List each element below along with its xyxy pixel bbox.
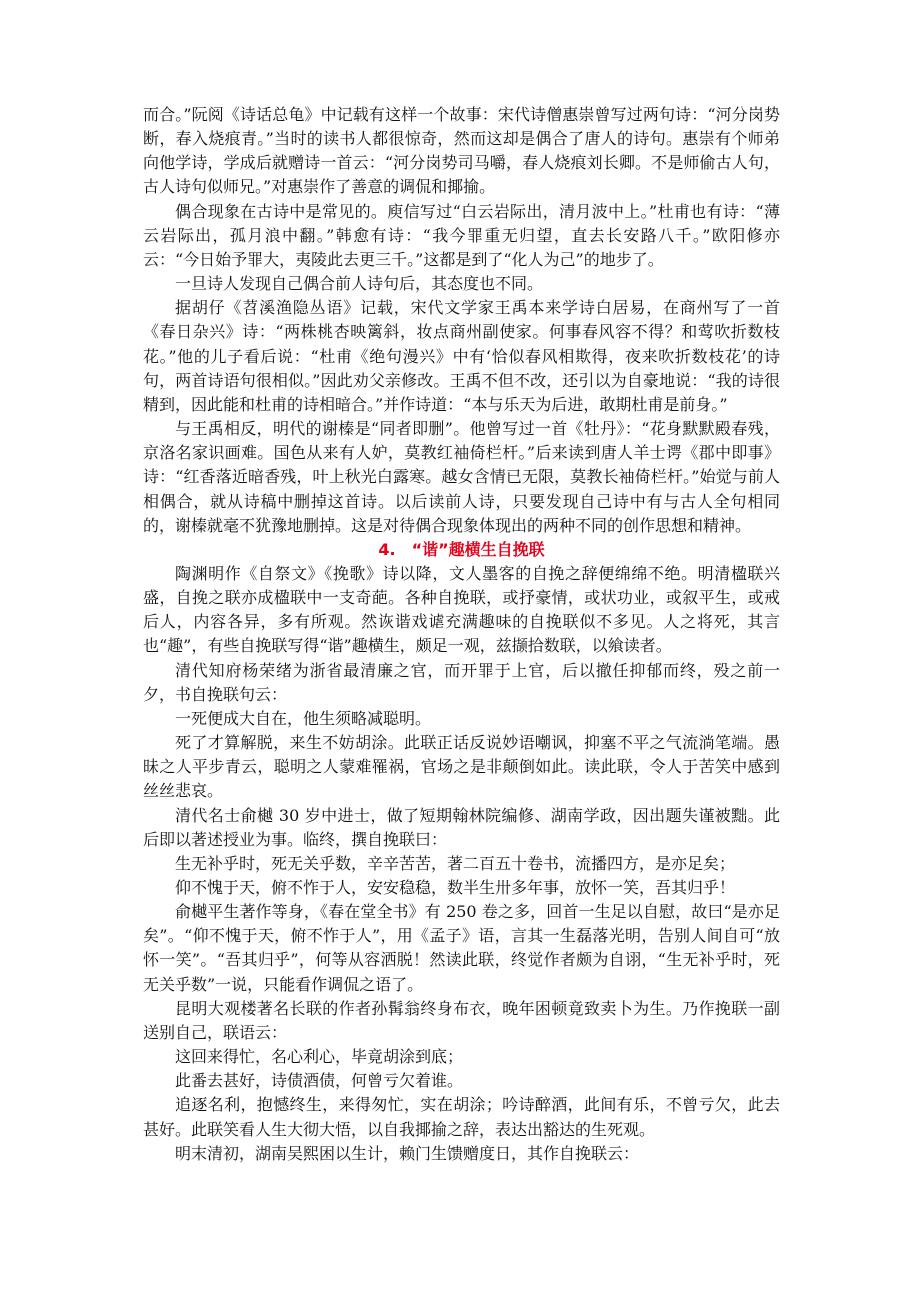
paragraph: 偶合现象在古诗中是常见的。庾信写过“白云岩际出，清月波中上。”杜甫也有诗：“薄云岩际出，孤月浪中翻。”韩愈有诗：“我今罪重无归望，直去长安路八千。”欧阳修亦云：“今日始予罪大，夷陵此去更三千。”这都是到了“化人为己”的地步了。	[143, 201, 780, 269]
paragraph: 清代名士俞樾 30 岁中进士，做了短期翰林院编修、湖南学政，因出题失谨被黜。此后即以著述授业为事。临终，撰自挽联曰：	[143, 805, 780, 849]
section-heading: 4. “谐”趣横生自挽联	[378, 539, 545, 559]
paragraph: 陶渊明作《自祭文》《挽歌》诗以降，文人墨客的自挽之辞便绵绵不绝。明清楹联兴盛，自挽之联亦成楹联中一支奇葩。各种自挽联，或抒豪情，或状功业，或叙平生，或戒后人，内容各异，多有所观。然诙谐戏谑充满趣味的自挽联似不多见。人之将死，其言也“趣”，有些自挽联写得“谐”趣横生，颇足一观，兹撷拾数联，以飨读者。	[143, 563, 780, 656]
paragraph: 一旦诗人发现自己偶合前人诗句后，其态度也不同。	[175, 274, 544, 294]
couplet-line: 仰不愧于天，俯不怍于人，安安稳稳，数半生卅多年事，放怀一笑，吾其归乎！	[175, 878, 736, 897]
paragraph: 明末清初，湖南吴熙困以生计，赖门生馈赠度日，其作自挽联云：	[175, 1143, 640, 1163]
paragraph: 据胡仔《苕溪渔隐丛语》记载，宋代文学家王禹本来学诗白居易，在商州写了一首《春日杂兴》诗：“两株桃杏映篱斜，妆点商州副使家。何事春风容不得？和莺吹折数枝花。”他的儿子看后说：“杜甫《绝句漫兴》中有‘恰似春风相欺得，夜来吹折数枝花’的诗句，两首诗语句很相似。”因此劝父亲修改。王禹不但不改，还引以为自豪地说：“我的诗很精到，因此能和杜甫的诗相暗合。”并作诗道：“本与乐天为后进，敢期杜甫是前身。”	[143, 298, 780, 414]
paragraph: 死了才算解脱，来生不妨胡涂。此联正话反说妙语嘲讽，抑塞不平之气流淌笔端。愚昧之人平步青云，聪明之人蒙难罹祸，官场之是非颠倒如此。读此联，令人于苦笑中感到丝丝悲哀。	[143, 733, 780, 801]
document-body	[143, 103, 780, 1166]
paragraph: 而合。”阮阅《诗话总龟》中记载有这样一个故事：宋代诗僧惠崇曾写过两句诗：“河分岗势断，春入烧痕青。”当时的读书人都很惊奇，然而这却是偶合了唐人的诗句。惠崇有个师弟向他学诗，学成后就赠诗一首云：“河分岗势司马嚼，春人烧痕刘长卿。不是师偷古人句，古人诗句似师兄。”对惠崇作了善意的调侃和揶揄。	[143, 105, 780, 197]
paragraph: 与王禹相反，明代的谢榛是“同者即删”。他曾写过一首《牡丹》：“花身默默殿春残，京洛名家识画难。国色从来有人妒，莫教红袖倚栏杆。”后来读到唐人羊士谔《郡中即事》诗：“红香落近暗香残，叶上秋光白露寒。越女含情已无限，莫教长袖倚栏杆。”始觉与前人相偶合，就从诗稿中删掉这首诗。以后读前人诗，只要发现自己诗中有与古人全句相同的，谢榛就毫不犹豫地删掉。这是对待偶合现象体现出的两种不同的创作思想和精神。	[143, 419, 780, 535]
paragraph: 昆明大观楼著名长联的作者孙髯翁终身布衣，晚年困顿竟致卖卜为生。乃作挽联一副送别自己，联语云：	[143, 998, 780, 1042]
paragraph: 清代知府杨荣绪为浙省最清廉之官，而开罪于上官，后以撤任抑郁而终，殁之前一夕，书自挽联句云：	[143, 660, 780, 704]
couplet-line: 这回来得忙，名心利心，毕竟胡涂到底；	[175, 1047, 464, 1067]
paragraph: 追逐名利，抱憾终生，来得匆忙，实在胡涂；吟诗醉酒，此间有乐，不曾亏欠，此去甚好。此联笑看人生大彻大悟，以自我揶揄之辞，表达出豁达的生死观。	[143, 1095, 780, 1139]
paragraph: 俞樾平生著作等身，《春在堂全书》有 250 卷之多，回首一生足以自慰，故曰“是亦足矣”。“仰不愧于天，俯不怍于人”，用《孟子》语，言其一生磊落光明，告别人间自可“放怀一笑”。“吾其归乎”，何等从容洒脱！然读此联，终觉作者颇为自诩，“生无补乎时，死无关乎数”一说，只能看作调侃之语了。	[143, 902, 780, 994]
couplet-line: 生无补乎时，死无关乎数，辛辛苦苦，著二百五十卷书，流播四方，是亦足矣；	[175, 853, 736, 873]
couplet-line: 此番去甚好，诗债酒债，何曾亏欠着谁。	[175, 1071, 464, 1091]
couplet-line: 一死便成大自在，他生须略减聪明。	[175, 708, 432, 728]
